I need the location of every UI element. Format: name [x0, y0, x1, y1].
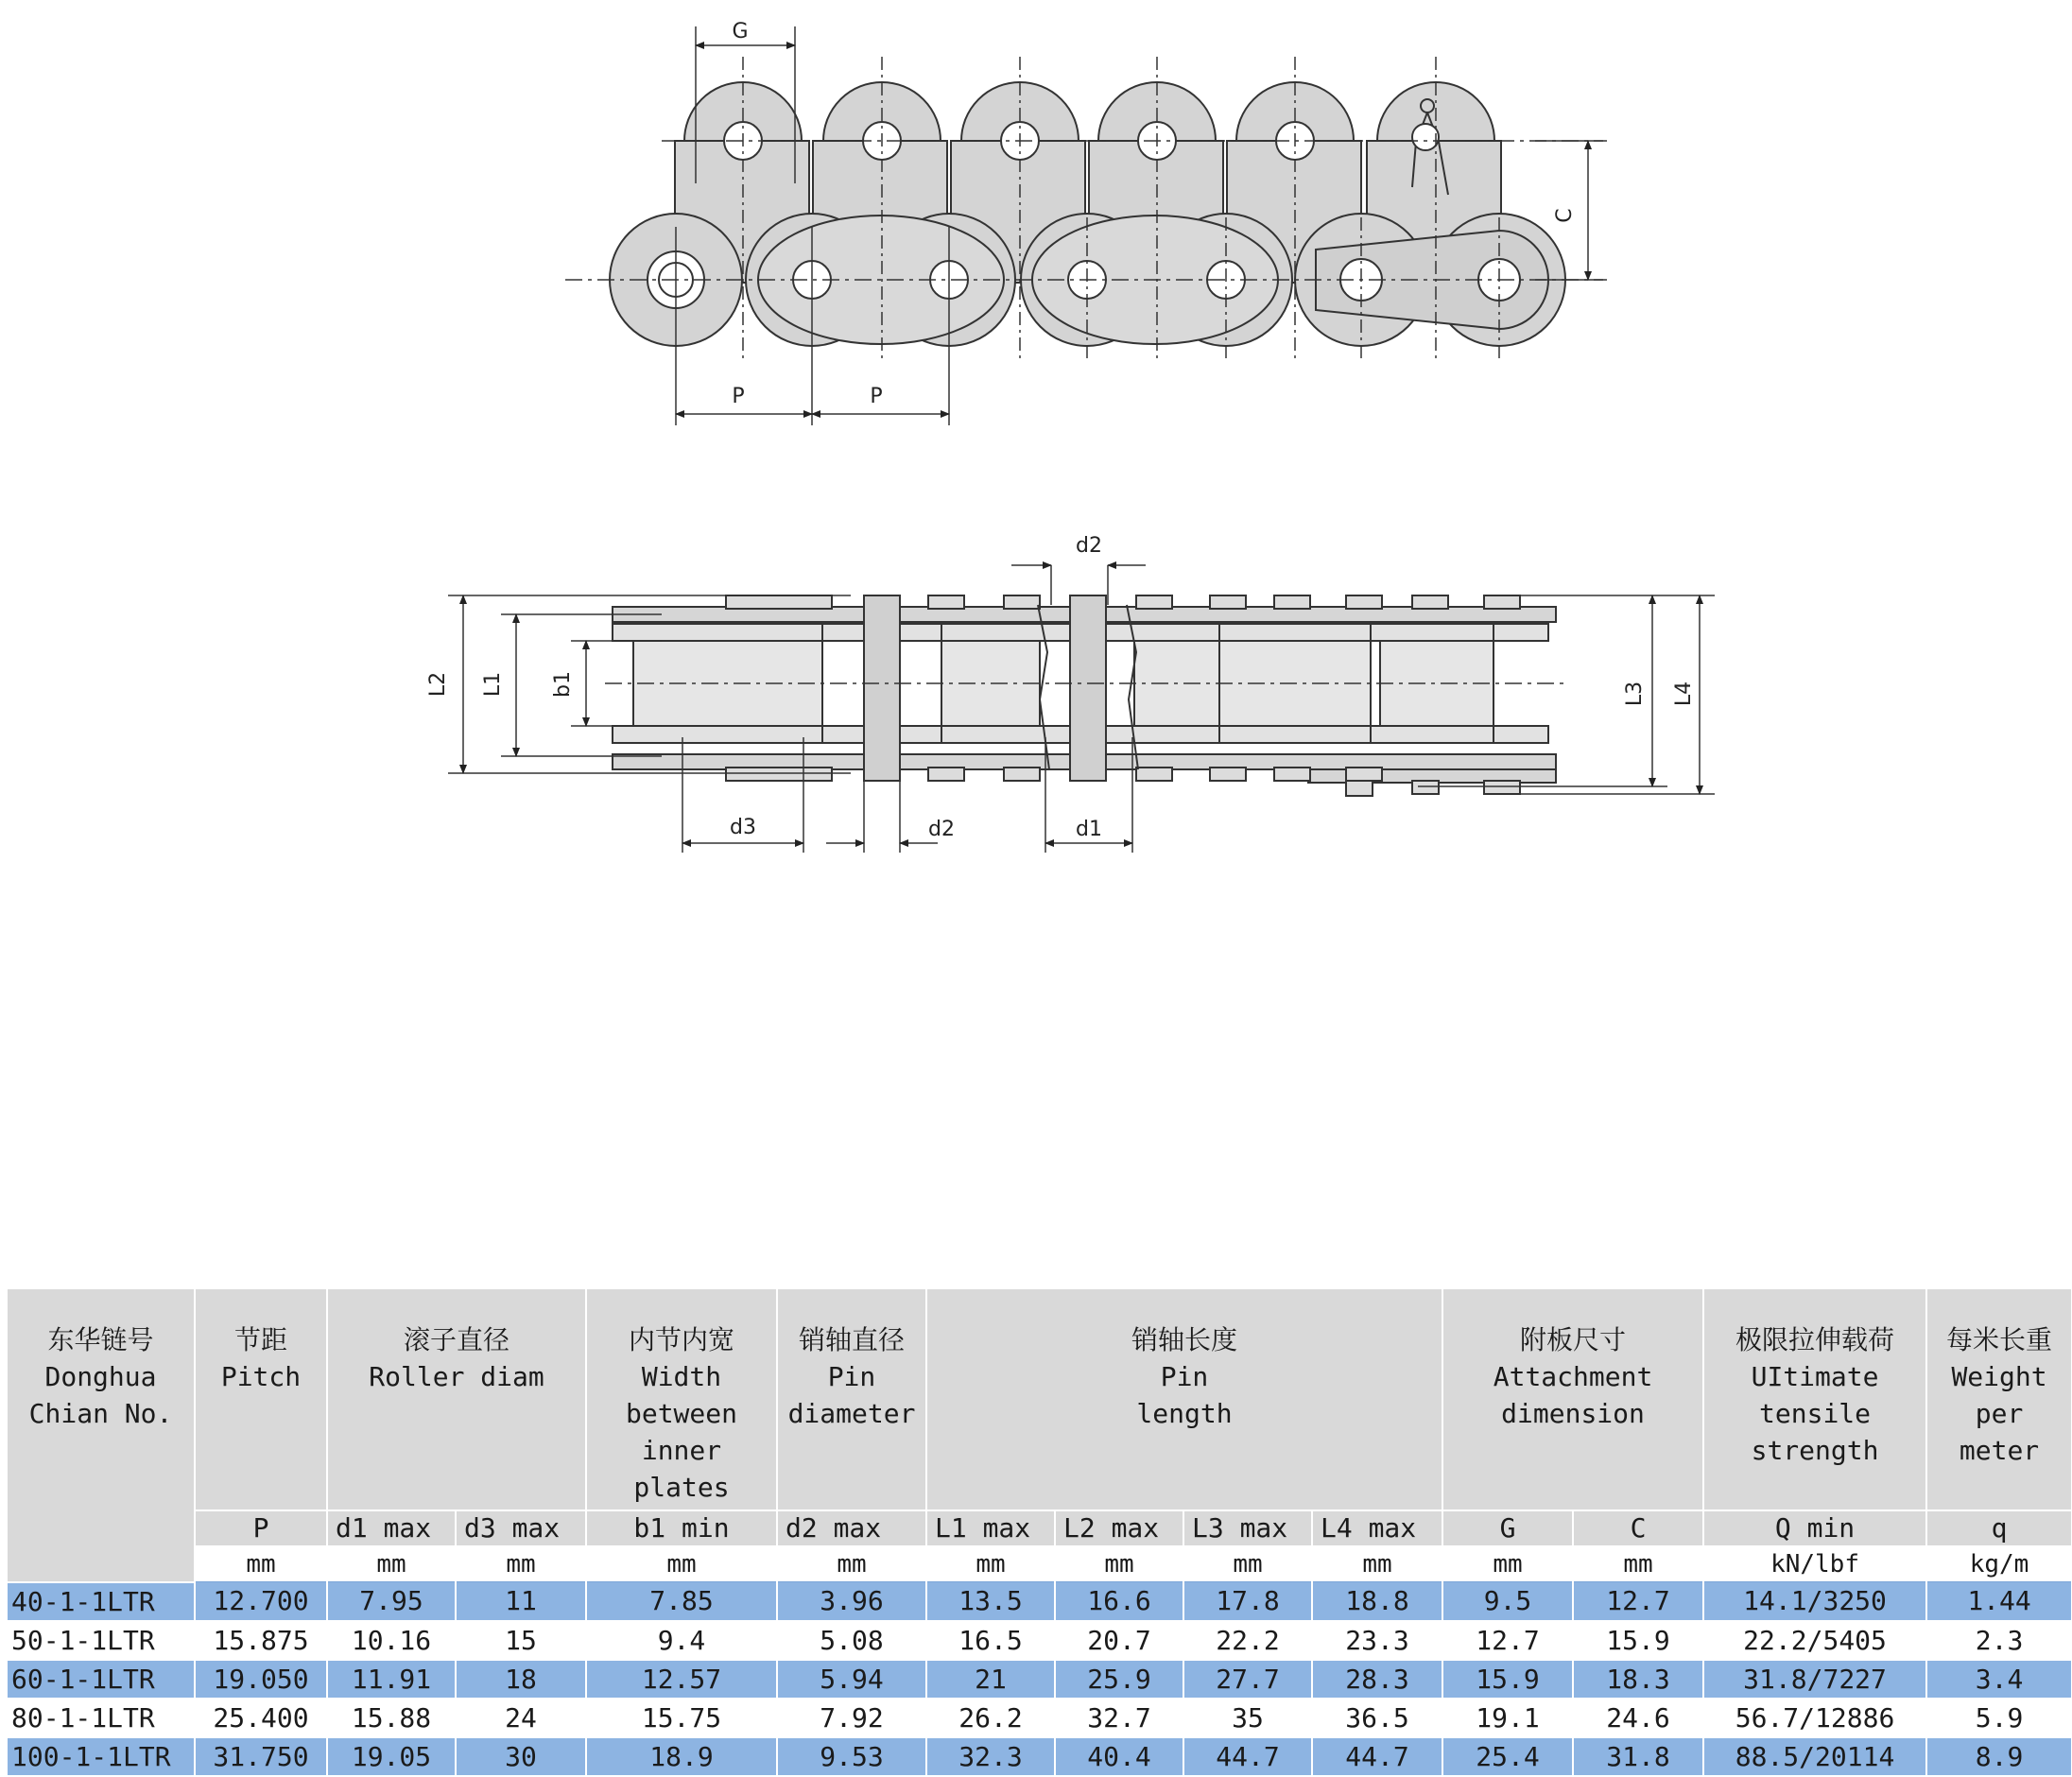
symbol-cell: L2 max: [1055, 1510, 1183, 1546]
table-cell: 20.7: [1055, 1621, 1183, 1660]
dim-label-b1: b1: [551, 671, 575, 698]
table-cell: 5.9: [1926, 1699, 2072, 1737]
table-cell: 7.85: [586, 1582, 777, 1621]
dim-label-g: G: [732, 20, 749, 43]
dim-label-l3: L3: [1623, 681, 1647, 707]
header-weight-per-meter: 每米长重 Weight per meter: [1926, 1289, 2072, 1510]
table-cell: 88.5/20114: [1703, 1737, 1926, 1776]
table-cell: 8.9: [1926, 1737, 2072, 1776]
table-cell: 9.4: [586, 1621, 777, 1660]
dim-label-p-1: P: [732, 385, 745, 408]
table-cell: 24.6: [1573, 1699, 1703, 1737]
table-cell: 44.7: [1312, 1737, 1442, 1776]
dim-label-d1: d1: [1076, 818, 1102, 841]
table-row: [8, 1699, 2072, 1737]
table-cell: 14.1/3250: [1703, 1582, 1926, 1621]
table-cell: 21: [926, 1660, 1055, 1699]
table-cell: 50-1-1LTR: [8, 1621, 195, 1660]
dim-label-l2: L2: [426, 671, 450, 698]
dim-label-c: C: [1553, 208, 1577, 223]
table-cell: 19.050: [195, 1660, 327, 1699]
table-row: [8, 1737, 2072, 1776]
table-cell: 17.8: [1183, 1582, 1312, 1621]
unit-cell: mm: [456, 1546, 586, 1582]
table-row: [8, 1621, 2072, 1660]
symbol-cell: q: [1926, 1510, 2072, 1546]
table-cell: 15.9: [1442, 1660, 1573, 1699]
table-cell: 10.16: [327, 1621, 456, 1660]
table-cell: 18: [456, 1660, 586, 1699]
chain-side-view: [613, 595, 1556, 796]
table-cell: 30: [456, 1737, 586, 1776]
table-cell: 15.9: [1573, 1621, 1703, 1660]
table-cell: 28.3: [1312, 1660, 1442, 1699]
table-cell: 40-1-1LTR: [8, 1582, 195, 1621]
unit-cell: kN/lbf: [1703, 1546, 1926, 1582]
table-cell: 12.7: [1573, 1582, 1703, 1621]
table-cell: 25.4: [1442, 1737, 1573, 1776]
table-cell: 32.7: [1055, 1699, 1183, 1737]
table-cell: 12.57: [586, 1660, 777, 1699]
table-cell: 3.4: [1926, 1660, 2072, 1699]
table-cell: 11: [456, 1582, 586, 1621]
table-cell: 25.400: [195, 1699, 327, 1737]
table-cell: 5.94: [777, 1660, 926, 1699]
header-pin-length: 销轴长度 Pin length: [926, 1289, 1442, 1510]
dim-label-p-2: P: [870, 385, 883, 408]
table-cell: 9.5: [1442, 1582, 1573, 1621]
table-cell: 80-1-1LTR: [8, 1699, 195, 1737]
table-cell: 1.44: [1926, 1582, 2072, 1621]
table-cell: 13.5: [926, 1582, 1055, 1621]
table-cell: 31.8/7227: [1703, 1660, 1926, 1699]
table-symbol-row: [8, 1510, 2072, 1546]
table-row: [8, 1582, 2072, 1621]
symbol-cell: b1 min: [586, 1510, 777, 1546]
table-cell: 16.6: [1055, 1582, 1183, 1621]
symbol-cell: d1 max: [327, 1510, 456, 1546]
table-cell: 11.91: [327, 1660, 456, 1699]
unit-cell: mm: [1183, 1546, 1312, 1582]
chain-technical-drawing: [0, 0, 2072, 888]
symbol-cell: Q min: [1703, 1510, 1926, 1546]
table-cell: 16.5: [926, 1621, 1055, 1660]
dim-label-l4: L4: [1672, 681, 1696, 707]
symbol-cell: d2 max: [777, 1510, 926, 1546]
header-pin-diameter: 销轴直径 Pin diameter: [777, 1289, 926, 1510]
chain-spec-table: [8, 1289, 2072, 1777]
header-tensile-strength: 极限拉伸载荷 UItimate tensile strength: [1703, 1289, 1926, 1510]
table-cell: 100-1-1LTR: [8, 1737, 195, 1776]
table-cell: 35: [1183, 1699, 1312, 1737]
table-cell: 7.95: [327, 1582, 456, 1621]
symbol-cell: C: [1573, 1510, 1703, 1546]
dim-label-l1: L1: [481, 671, 505, 698]
table-cell: 15.88: [327, 1699, 456, 1737]
symbol-cell: L3 max: [1183, 1510, 1312, 1546]
table-unit-row: [8, 1546, 2072, 1582]
table-cell: 18.3: [1573, 1660, 1703, 1699]
header-chain-no: 东华链号 Donghua Chian No.: [8, 1289, 195, 1582]
table-cell: 56.7/12886: [1703, 1699, 1926, 1737]
unit-cell: mm: [586, 1546, 777, 1582]
table-cell: 60-1-1LTR: [8, 1660, 195, 1699]
unit-cell: mm: [1573, 1546, 1703, 1582]
unit-cell: mm: [1442, 1546, 1573, 1582]
table-cell: 12.7: [1442, 1621, 1573, 1660]
table-cell: 18.9: [586, 1737, 777, 1776]
table-cell: 18.8: [1312, 1582, 1442, 1621]
table-cell: 7.92: [777, 1699, 926, 1737]
symbol-cell: G: [1442, 1510, 1573, 1546]
table-cell: 19.1: [1442, 1699, 1573, 1737]
symbol-cell: L4 max: [1312, 1510, 1442, 1546]
unit-cell: mm: [195, 1546, 327, 1582]
table-cell: 15: [456, 1621, 586, 1660]
dim-label-d2-bottom: d2: [928, 818, 955, 841]
table-cell: 31.8: [1573, 1737, 1703, 1776]
table-cell: 40.4: [1055, 1737, 1183, 1776]
table-cell: 2.3: [1926, 1621, 2072, 1660]
table-row: [8, 1660, 2072, 1699]
unit-cell: mm: [1312, 1546, 1442, 1582]
table-cell: 5.08: [777, 1621, 926, 1660]
symbol-cell: L1 max: [926, 1510, 1055, 1546]
unit-cell: mm: [327, 1546, 456, 1582]
unit-cell: mm: [1055, 1546, 1183, 1582]
table-cell: 36.5: [1312, 1699, 1442, 1737]
table-cell: 12.700: [195, 1582, 327, 1621]
table-cell: 23.3: [1312, 1621, 1442, 1660]
table-cell: 15.875: [195, 1621, 327, 1660]
header-attachment-dimension: 附板尺寸 Attachment dimension: [1442, 1289, 1703, 1510]
table-cell: 15.75: [586, 1699, 777, 1737]
table-cell: 22.2/5405: [1703, 1621, 1926, 1660]
dim-label-d2-top: d2: [1076, 534, 1102, 558]
unit-cell: mm: [777, 1546, 926, 1582]
table-cell: 25.9: [1055, 1660, 1183, 1699]
table-cell: 44.7: [1183, 1737, 1312, 1776]
unit-cell: kg/m: [1926, 1546, 2072, 1582]
table-header-row: [8, 1289, 2072, 1510]
table-cell: 24: [456, 1699, 586, 1737]
symbol-cell: d3 max: [456, 1510, 586, 1546]
table-cell: 31.750: [195, 1737, 327, 1776]
table-cell: 27.7: [1183, 1660, 1312, 1699]
unit-cell: mm: [926, 1546, 1055, 1582]
table-cell: 32.3: [926, 1737, 1055, 1776]
dim-label-d3: d3: [730, 816, 756, 839]
table-cell: 3.96: [777, 1582, 926, 1621]
table-cell: 9.53: [777, 1737, 926, 1776]
symbol-cell: P: [195, 1510, 327, 1546]
header-roller-diam: 滚子直径 Roller diam: [327, 1289, 586, 1510]
table-cell: 22.2: [1183, 1621, 1312, 1660]
header-inner-width: 内节内宽 Width between inner plates: [586, 1289, 777, 1510]
table-cell: 19.05: [327, 1737, 456, 1776]
header-pitch: 节距 Pitch: [195, 1289, 327, 1510]
table-cell: 26.2: [926, 1699, 1055, 1737]
